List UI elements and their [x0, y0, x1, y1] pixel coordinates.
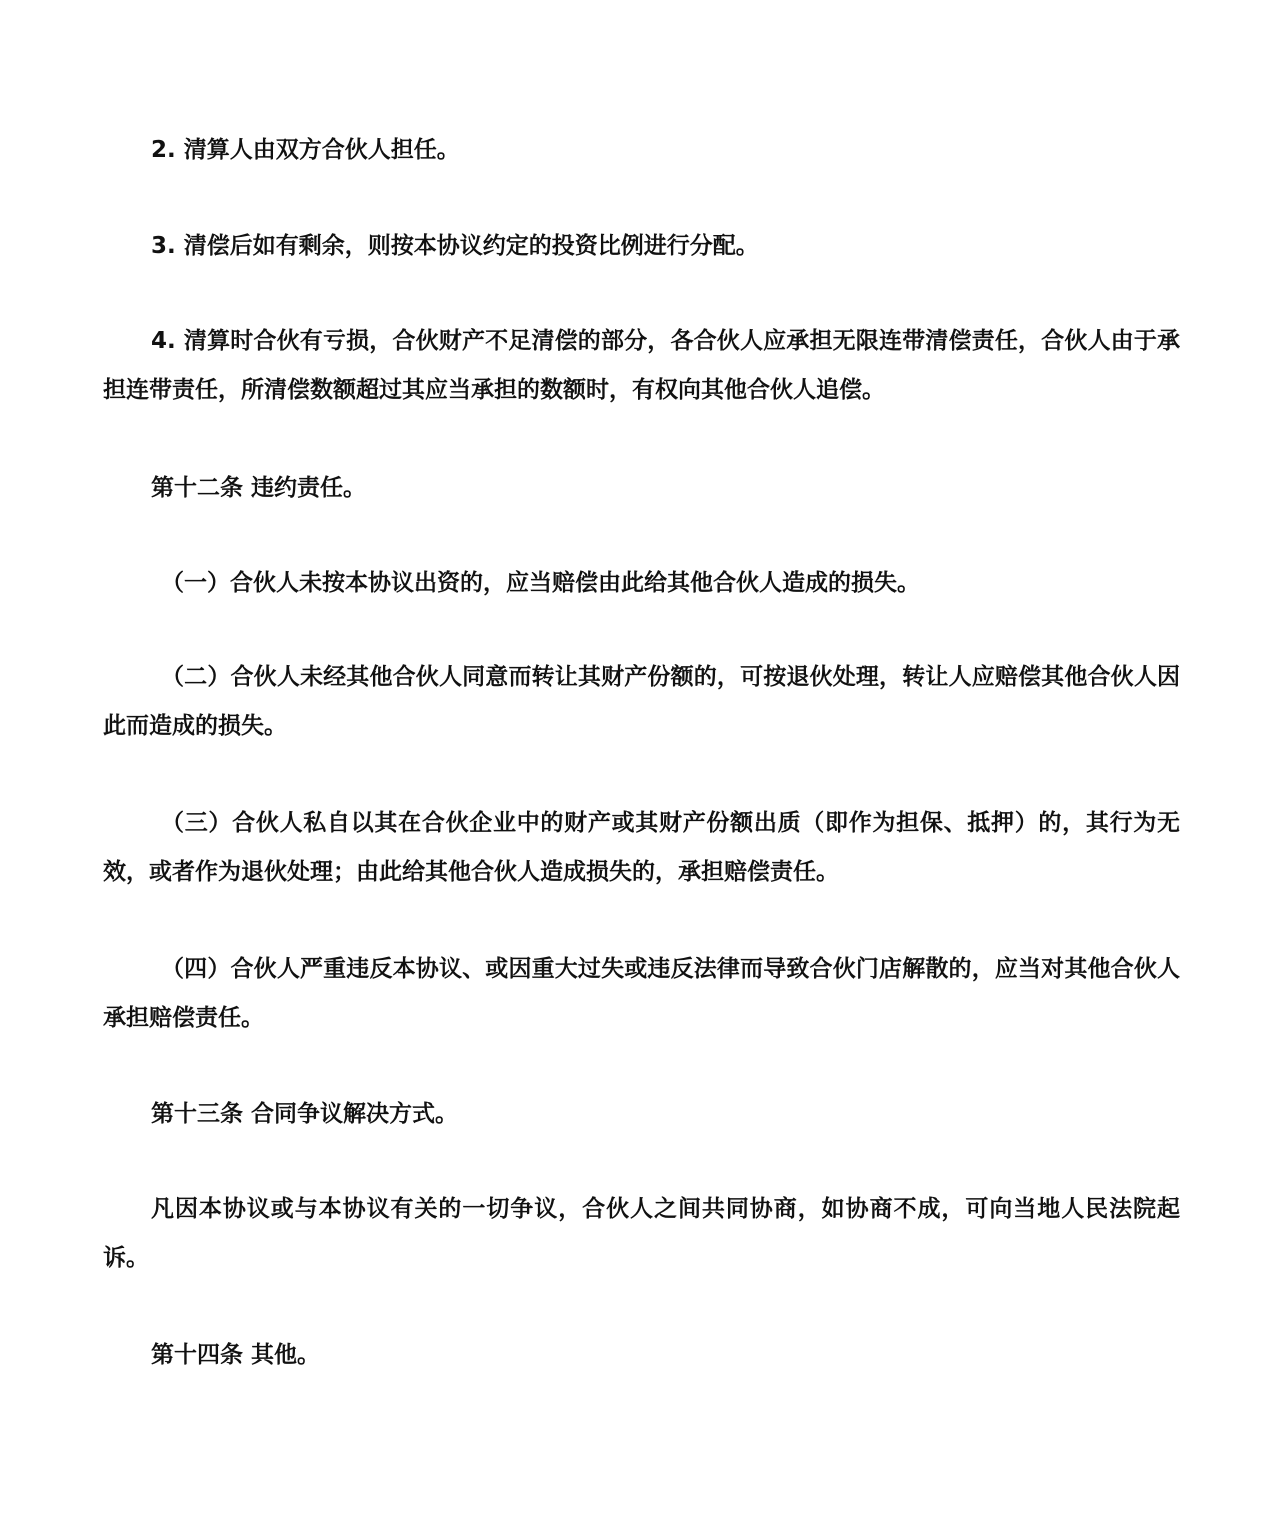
clause-loss-liability: 4. 清算时合伙有亏损，合伙财产不足清偿的部分，各合伙人应承担无限连带清偿责任，合伙人由于承担连带责任，所清偿数额超过其应当承担的数额时，有权向其他合伙人追偿。	[103, 328, 1180, 403]
article-13-heading: 第十三条 合同争议解决方式。	[151, 1101, 459, 1127]
clause-surplus-distribution: 3. 清偿后如有剩余，则按本协议约定的投资比例进行分配。	[151, 233, 759, 259]
article-12-item-1: （一）合伙人未按本协议出资的，应当赔偿由此给其他合伙人造成的损失。	[161, 570, 920, 596]
article-13-body: 凡因本协议或与本协议有关的一切争议，合伙人之间共同协商，如协商不成，可向当地人民法院起诉。	[103, 1196, 1180, 1271]
clause-liquidator: 2. 清算人由双方合伙人担任。	[151, 137, 460, 163]
article-12-heading: 第十二条 违约责任。	[151, 475, 367, 501]
article-14-heading: 第十四条 其他。	[151, 1342, 321, 1368]
article-12-item-2: （二）合伙人未经其他合伙人同意而转让其财产份额的，可按退伙处理，转让人应赔偿其他合伙人因此而造成的损失。	[103, 664, 1180, 739]
article-12-item-3: （三）合伙人私自以其在合伙企业中的财产或其财产份额出质（即作为担保、抵押）的，其行为无效，或者作为退伙处理；由此给其他合伙人造成损失的，承担赔偿责任。	[103, 810, 1180, 885]
article-12-item-4: （四）合伙人严重违反本协议、或因重大过失或违反法律而导致合伙门店解散的，应当对其他合伙人承担赔偿责任。	[103, 956, 1180, 1031]
